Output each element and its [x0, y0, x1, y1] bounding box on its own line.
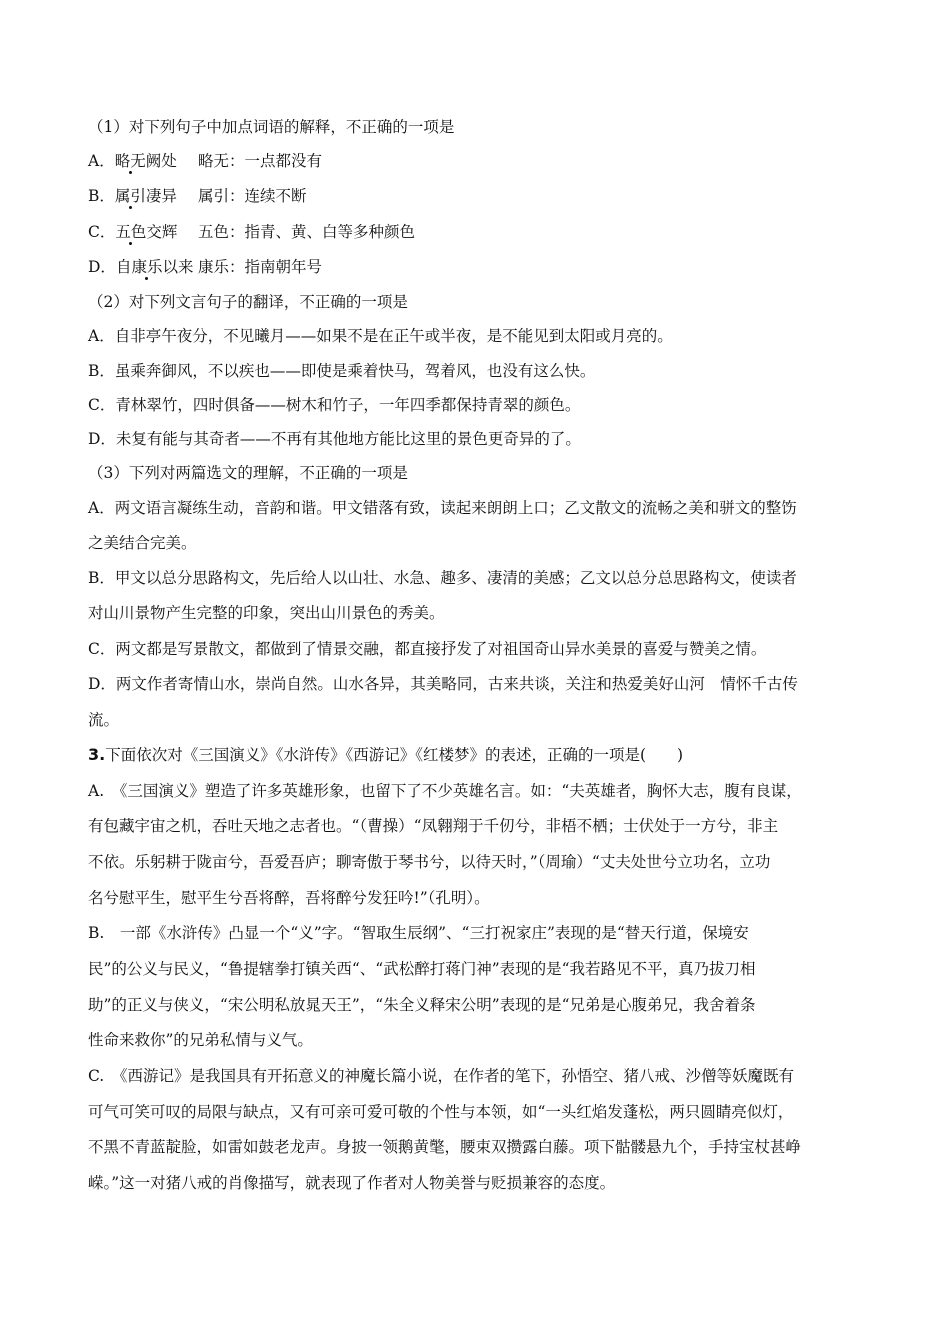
q1-option-d: [88, 256, 868, 278]
q2-option-a: A．自非亭午夜分，不见曦月——如果不是在正午或半夜，是不能见到太阳或月亮的。: [88, 327, 673, 345]
question3-line: A. 《三国演义》塑造了许多英雄形象，也留下了不少英雄名言。如：“夫英雄者，胸怀大志，腹有良谋，: [88, 782, 802, 800]
q2-stem: （2）对下列文言句子的翻译，不正确的一项是: [88, 293, 408, 311]
dotted-word: 略无: [114, 152, 146, 170]
question-number: 3.: [88, 745, 106, 764]
q1-option-c-term: C．五色交辉: [88, 223, 178, 241]
q1-option-b-explanation: 属引：连续不断: [198, 187, 307, 205]
q1-stem: （1）对下列句子中加点词语的解释，不正确的一项是: [88, 118, 455, 136]
q3-line: 流。: [88, 711, 120, 729]
q1-option-d-term: D．自康乐以来: [88, 258, 194, 276]
question3-line: 有包藏宇宙之机，吞吐天地之志者也。“（曹操）“凤翱翔于千仞兮，非梧不栖；士伏处于一方兮，非主: [88, 817, 779, 835]
question3-line: 性命来救你”的兄弟私情与义气。: [88, 1031, 313, 1049]
q2-option-c: C．青林翠竹，四时俱备——树木和竹子，一年四季都保持青翠的颜色。: [88, 396, 581, 414]
question3-line: 嵘。”这一对猪八戒的肖像描写，就表现了作者对人物美誉与贬损兼容的态度。: [88, 1174, 616, 1192]
question3-stem: 3.下面依次对《三国演义》《水浒传》《西游记》《红楼梦》的表述，正确的一项是( ): [88, 745, 684, 764]
dotted-word: 康乐: [131, 258, 163, 276]
q3-stem: （3）下列对两篇选文的理解，不正确的一项是: [88, 464, 408, 482]
q1-option-a-term: A．略无阙处: [88, 152, 177, 170]
q2-option-b: B．虽乘奔御风，不以疾也——即使是乘着快马，驾着风，也没有这么快。: [88, 362, 596, 380]
q1-option-a: [88, 150, 868, 172]
question3-line: 可气可笑可叹的局限与缺点，又有可亲可爱可敬的个性与本领，如“一头红焰发蓬松，两只圆睛亮似灯，: [88, 1103, 794, 1121]
q1-option-c: [88, 221, 868, 243]
question3-line: 不黑不青蓝靛脸，如雷如鼓老龙声。身披一领鹅黄氅，腰束双攒露白藤。项下骷髅悬九个，手持宝杖甚峥: [88, 1138, 802, 1156]
q3-line: 之美结合完美。: [88, 534, 197, 552]
question3-line: 名兮慰平生，慰平生兮吾将醉，吾将醉兮发狂吟!”（孔明）。: [88, 889, 490, 907]
question3-line: 不依。乐躬耕于陇亩兮，吾爱吾庐；聊寄傲于琴书兮，以待天时，”（周瑜）“丈夫处世兮立功名，立功: [88, 853, 771, 871]
q1-option-d-explanation: 康乐：指南朝年号: [198, 258, 323, 276]
dotted-word: 属引: [114, 187, 146, 205]
question3-line: B. 一部《水浒传》凸显一个“义”字。“智取生辰纲”、“三打祝家庄”表现的是“替天行道，保境安: [88, 924, 749, 942]
question3-line: 助”的正义与侠义，“宋公明私放晁天王”，“朱全义释宋公明”表现的是“兄弟是心腹弟兄，我舍着条: [88, 996, 756, 1014]
q2-option-d: D．未复有能与其奇者——不再有其他地方能比这里的景色更奇异的了。: [88, 430, 581, 448]
q3-line: C．两文都是写景散文，都做到了情景交融，都直接抒发了对祖国奇山异水美景的喜爱与赞美之情。: [88, 640, 767, 658]
q3-line: A．两文语言凝练生动，音韵和谐。甲文错落有致，读起来朗朗上口；乙文散文的流畅之美和骈文的整饬: [88, 499, 797, 517]
dotted-word: 五色: [115, 223, 147, 241]
q1-option-b: [88, 185, 868, 207]
question3-line: C. 《西游记》是我国具有开拓意义的神魔长篇小说，在作者的笔下，孙悟空、猪八戒、沙僧等妖魔既有: [88, 1067, 794, 1085]
question3-line: 民”的公义与民义，“鲁提辖拳打镇关西“、“武松醉打蒋门神”表现的是“我若路见不平，真乃拔刀相: [88, 960, 756, 978]
q3-line: D．两文作者寄情山水，崇尚自然。山水各异，其美略同，古来共谈，关注和热爱美好山河 情怀千古传: [88, 675, 798, 693]
q3-line: 对山川景物产生完整的印象，突出山川景色的秀美。: [88, 604, 445, 622]
q1-option-b-term: B．属引凄异: [88, 187, 177, 205]
q3-line: B．甲文以总分思路构文，先后给人以山壮、水急、趣多、凄清的美感；乙文以总分总思路构文，使读者: [88, 569, 797, 587]
q1-option-a-explanation: 略无：一点都没有: [198, 152, 323, 170]
q1-option-c-explanation: 五色：指青、黄、白等多种颜色: [198, 223, 416, 241]
